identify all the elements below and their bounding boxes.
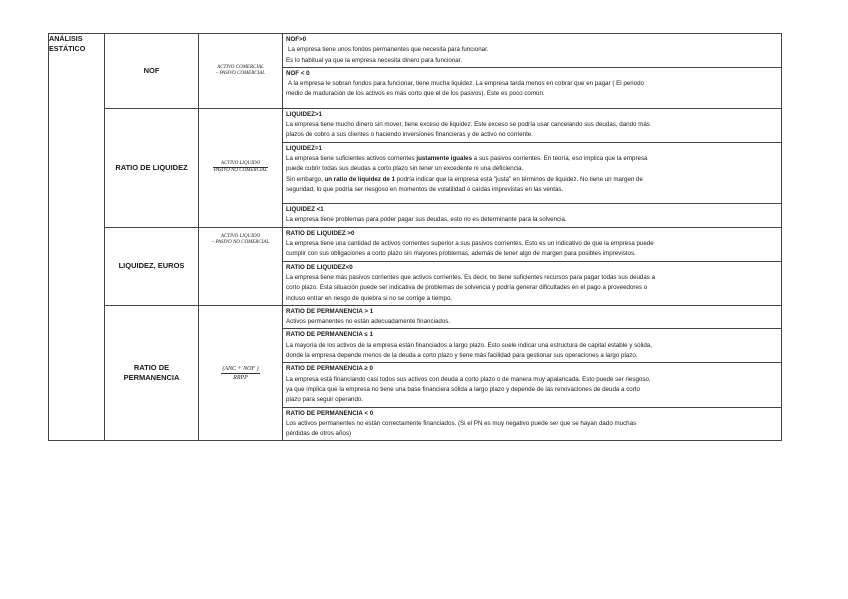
block-line: plazo para seguir operando.	[286, 396, 364, 404]
table-row	[49, 108, 782, 227]
row-name-liquidity-ratio: RATIO DE LIQUIDEZ	[105, 108, 199, 227]
formula-liquidity-ratio	[199, 108, 283, 227]
block-title: NOF>0	[286, 36, 307, 43]
block-line: ya que implica que la empresa no tiene una base financiera sólida a largo plazo y depende de las renovaciones de deuda a corto	[286, 385, 640, 393]
block-line: pérdidas de otros años)	[286, 430, 352, 438]
description-block	[283, 228, 781, 262]
block-line: plazos de cobro a sus clientes o haciendo inversiones financieras y de activo no corriente.	[286, 131, 533, 139]
description-block	[283, 329, 781, 363]
block-line: Los activos permanentes no están correctamente financiados. (Si el PN es muy negativo puede ser que se hayan dado muchas	[286, 419, 637, 427]
description-block	[283, 109, 781, 143]
description-block	[283, 306, 781, 330]
row-name-permanence-ratio: RATIO DE PERMANENCIA	[105, 305, 199, 441]
description-block	[283, 363, 781, 407]
block-line: cumplir con sus obligaciones a corto plazo sin mayores problemas, además de tener algo de margen para posibles imprevistos.	[286, 250, 636, 258]
formula-liquidity-euros	[199, 227, 283, 305]
block-line: La empresa tiene suficientes activos corrientes justamente iguales a sus pasivos corrientes. En teoría, eso implica que la empresa	[286, 154, 648, 162]
block-line: Sin embargo, un ratio de liquidez de 1 podría indicar que la empresa está "justa" en términos de liquidez. No tiene un margen de	[286, 175, 643, 183]
description-block	[283, 408, 781, 441]
formula-nof	[199, 34, 283, 109]
block-line: La empresa tiene más pasivos corrientes que activos corrientes. Es decir, no tiene suficientes recursos para pagar todas sus deudas a	[286, 273, 656, 281]
row-name-liquidity-euros: LIQUIDEZ, EUROS	[105, 227, 199, 305]
block-title: RATIO DE PERMANENCIA > 1	[286, 307, 374, 315]
block-line: Es lo habitual ya que la empresa necesita dinero para funcionar.	[286, 56, 463, 64]
block-line: La empresa tiene unos fondos permanentes que necesita para funcionar.	[288, 46, 489, 54]
formula-line: – PASIVO NO COMERCIAL	[211, 239, 270, 245]
block-title: RATIO DE PERMANENCIA < 0	[286, 409, 374, 417]
description-cell	[283, 227, 782, 305]
block-line: puede cubrir todas sus deudas a corto plazo sin tener un excedente ni una deficiencia.	[286, 165, 524, 173]
block-line: donde la empresa depende menos de la deuda a corto plazo y tiene más facilidad para gestionar sus operaciones a largo plazo.	[286, 352, 638, 360]
block-line: seguridad, lo que podría ser riesgoso en momentos de volatilidad o caídas imprevistas en las ventas.	[286, 185, 564, 193]
table-row	[49, 34, 782, 109]
formula-line: ACTIVO LIQUIDO	[220, 233, 261, 239]
block-line: corto plazo. Esta situación puede ser indicativa de problemas de solvencia y podría generar dificultades en el pago a proveedores o	[286, 284, 648, 292]
description-block	[283, 143, 781, 204]
block-title: NOF < 0	[286, 69, 310, 77]
block-line: La empresa tiene problemas para poder pagar sus deudas, esto no es determinante para la solvencia.	[286, 216, 567, 224]
description-block	[283, 34, 781, 68]
block-line: La empresa tiene una cantidad de activos corrientes superior a sus pasivos corrientes. Esto es un indicativo de que la empresa puede	[286, 240, 654, 248]
formula-denominator: RRPP	[233, 374, 248, 381]
block-line: La empresa tiene mucho dinero sin mover, tiene exceso de liquidez. Este exceso se podría usar cancelando sus deudas, dando más	[286, 121, 650, 129]
block-title: LIQUIDEZ <1	[286, 206, 324, 214]
block-line: Activos permanentes no están adecuadamente financiados.	[286, 318, 451, 326]
block-line: La empresa está financiando casi todos sus activos con deuda a corto plazo o de manera muy apalancada. Esto puede ser riesgoso,	[286, 375, 651, 383]
block-title: LIQUIDEZ>1	[286, 110, 322, 118]
description-cell	[283, 305, 782, 441]
table-row	[49, 305, 782, 441]
formula-line: – PASIVO COMERCIAL	[215, 70, 266, 76]
block-line: La mayoría de los activos de la empresa están financiados a largo plazo. Esto suele indicar una estructura de capital estable y sólida,	[286, 341, 652, 349]
description-block	[283, 204, 781, 227]
block-title: RATIO DE LIQUIDEZ >0	[286, 229, 355, 237]
table-row	[49, 227, 782, 305]
block-title: RATIO DE PERMANENCIA ≥ 0	[286, 365, 373, 373]
description-block	[283, 262, 781, 305]
description-block	[283, 68, 781, 108]
row-name-nof: NOF	[105, 34, 199, 109]
block-line: incluso entrar en riesgo de quiebra si no se corrige a tiempo.	[286, 294, 453, 302]
formula-denominator: PASIVO NO COMERCIAL	[213, 168, 268, 174]
formula-numerator: (ANC + NOF )	[222, 365, 259, 372]
section-title: ANÁLISIS ESTÁTICO	[49, 34, 105, 441]
description-cell	[283, 108, 782, 227]
block-title: RATIO DE LIQUIDEZ<0	[286, 263, 353, 271]
block-title: LIQUIDEZ=1	[286, 144, 322, 152]
analysis-table	[48, 33, 782, 441]
formula-numerator: ACTIVO LIQUIDO	[213, 161, 269, 168]
block-title: RATIO DE PERMANENCIA ≤ 1	[286, 331, 373, 339]
block-line: A la empresa le sobran fondos para funcionar, tiene mucha liquidez. La empresa tarda menos en cobrar que en pagar ( El periodo	[288, 80, 644, 88]
block-line: medio de maduración de los activos es más corto que el de los pasivos). Este es poco común.	[286, 90, 545, 98]
description-cell	[283, 34, 782, 109]
formula-line: ACTIVO COMERCIAL	[217, 64, 264, 70]
formula-permanence-ratio	[199, 305, 283, 441]
